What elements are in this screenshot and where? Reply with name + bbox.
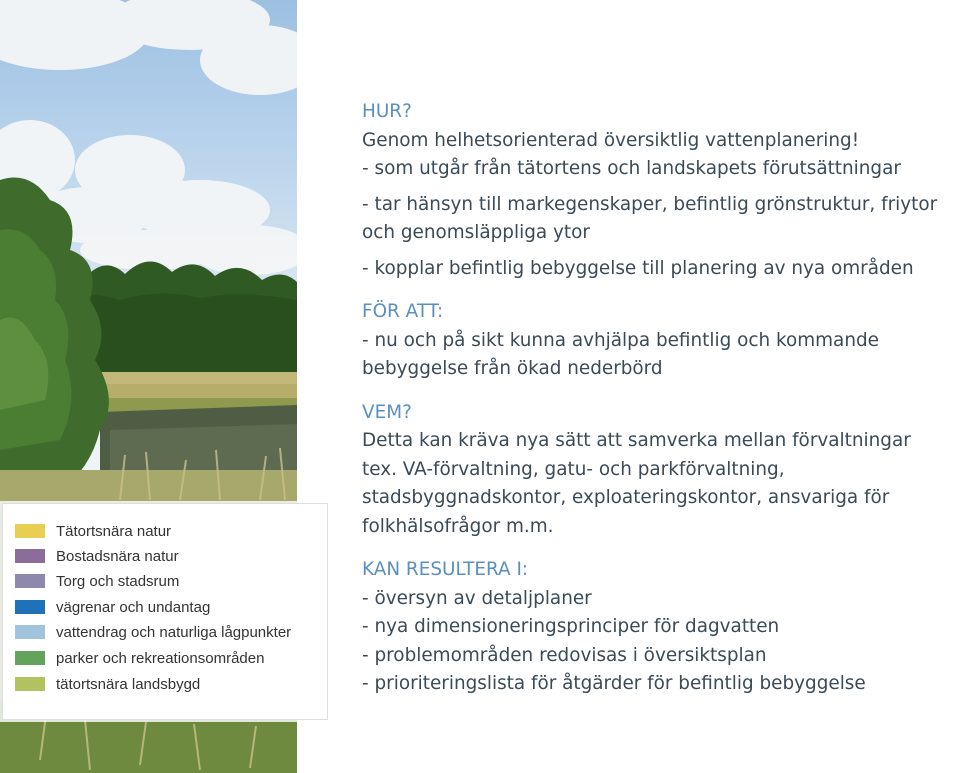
legend-swatch [15, 574, 45, 588]
result-item: - prioriteringslista för åtgärder för befintlig bebyggelse [362, 673, 866, 694]
legend-swatch [15, 677, 45, 691]
hur-bullet: - tar hänsyn till markegenskaper, befintlig grönstruktur, friytor [362, 193, 938, 215]
legend-item [15, 596, 210, 618]
legend-swatch [15, 524, 45, 538]
legend-label: vattendrag och naturliga lågpunkter [56, 623, 292, 641]
legend-item [15, 621, 291, 643]
legend-label: Tätortsnära natur [56, 522, 172, 540]
for-att-line: bebyggelse från ökad nederbörd [362, 358, 663, 379]
legend-swatch [15, 651, 45, 665]
vem-line: stadsbyggnadskontor, exploateringskontor, ansvariga för [362, 487, 890, 508]
legend-item [15, 673, 200, 695]
for-att-line: - nu och på sikt kunna avhjälpa befintlig och kommande [362, 329, 879, 351]
legend-swatch [15, 625, 45, 639]
vem-line: tex. VA-förvaltning, gatu- och parkförvaltning, [362, 458, 785, 480]
legend-item [15, 570, 179, 592]
legend-label: Bostadsnära natur [56, 547, 179, 565]
legend-swatch [15, 600, 45, 614]
legend-label: vägrenar och undantag [56, 598, 211, 616]
kan-resultera-heading: KAN RESULTERA I: [362, 559, 529, 580]
hur-intro: Genom helhetsorienterad översiktlig vattenplanering! [362, 129, 860, 151]
vem-line: Detta kan kräva nya sätt att samverka mellan förvaltningar [362, 430, 911, 451]
vem-line: folkhälsofrågor m.m. [362, 515, 554, 537]
legend-item [15, 545, 179, 567]
hur-bullet: - som utgår från tätortens och landskapets förutsättningar [362, 158, 901, 179]
map-legend [2, 503, 328, 720]
legend-item [15, 520, 171, 542]
legend-swatch [15, 549, 45, 563]
legend-item [15, 647, 264, 669]
result-item: - nya dimensioneringsprinciper för dagvatten [362, 616, 780, 637]
legend-label: parker och rekreationsområden [56, 649, 265, 667]
hur-bullet: - kopplar befintlig bebyggelse till planering av nya områden [362, 257, 914, 279]
result-item: - översyn av detaljplaner [362, 587, 592, 609]
result-item: - problemområden redovisas i översiktsplan [362, 644, 767, 666]
vem-heading: VEM? [362, 401, 412, 423]
hur-heading: HUR? [362, 101, 412, 122]
text-column [362, 98, 960, 699]
legend-label: tätortsnära landsbygd [56, 675, 201, 693]
for-att-heading: FÖR ATT: [362, 301, 444, 322]
hur-bullet-continued: och genomsläppliga ytor [362, 222, 590, 243]
legend-label: Torg och stadsrum [56, 572, 180, 590]
